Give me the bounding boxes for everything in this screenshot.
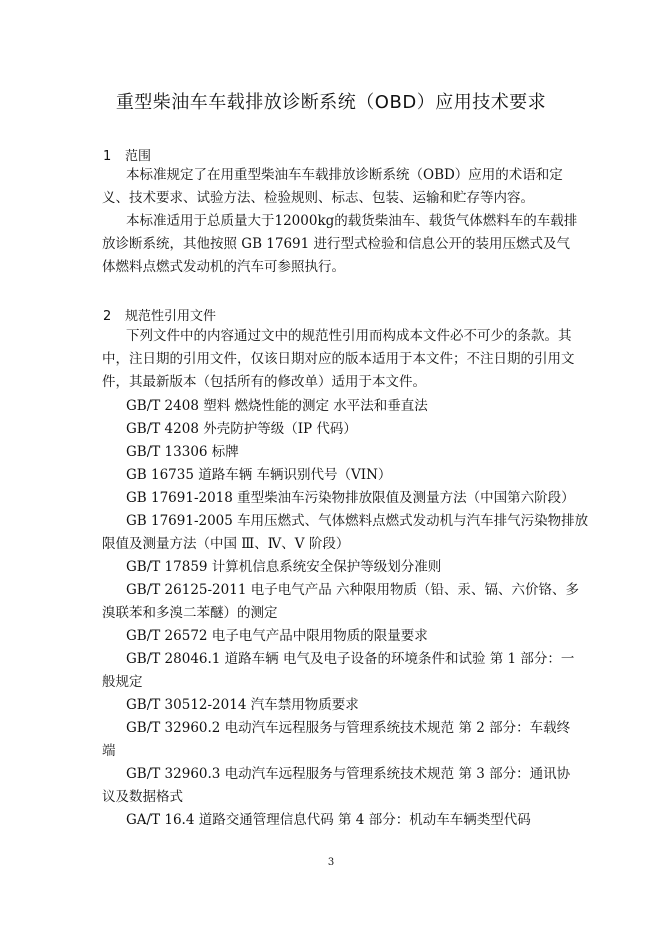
- paragraph-line: 义、技术要求、试验方法、检验规则、标志、包装、运输和贮存等内容。: [102, 190, 534, 206]
- section-number: 1: [103, 149, 112, 164]
- paragraph-line: 本标准适用于总质量大于12000kg的载货柴油车、载货气体燃料车的车载排: [126, 213, 578, 229]
- document-title: 重型柴油车车载排放诊断系统（OBD）应用技术要求: [115, 92, 547, 113]
- paragraph-line: 件，其最新版本（包括所有的修改单）适用于本文件。: [102, 374, 426, 390]
- reference-item: GA/T 16.4 道路交通管理信息代码 第 4 部分：机动车车辆类型代码: [126, 812, 531, 828]
- reference-item: GB/T 26572 电子电气产品中限用物质的限量要求: [126, 628, 428, 644]
- section-number: 2: [103, 309, 112, 324]
- reference-item: GB/T 26125-2011 电子电气产品 六种限用物质（铅、汞、镉、六价铬、多: [126, 582, 579, 598]
- paragraph-line: 放诊断系统，其他按照 GB 17691 进行型式检验和信息公开的装用压燃式及气: [102, 236, 571, 252]
- reference-item-continued: 限值及测量方法（中国 Ⅲ、Ⅳ、Ⅴ 阶段）: [102, 536, 350, 552]
- reference-item: GB/T 2408 塑料 燃烧性能的测定 水平法和垂直法: [126, 398, 428, 414]
- reference-item-continued: 般规定: [102, 674, 143, 690]
- paragraph-line: 中，注日期的引用文件，仅该日期对应的版本适用于本文件；不注日期的引用文: [102, 351, 575, 367]
- reference-item: GB/T 32960.2 电动汽车远程服务与管理系统技术规范 第 2 部分：车载终: [126, 720, 571, 736]
- reference-item-continued: 溴联苯和多溴二苯醚）的测定: [102, 605, 278, 621]
- reference-item: GB/T 13306 标牌: [126, 444, 239, 460]
- section-heading-normative-references: [103, 305, 216, 324]
- paragraph-line: 本标准规定了在用重型柴油车车载排放诊断系统（OBD）应用的术语和定: [126, 167, 563, 183]
- reference-item: GB/T 4208 外壳防护等级（IP 代码）: [126, 421, 357, 437]
- reference-item: GB/T 28046.1 道路车辆 电气及电子设备的环境条件和试验 第 1 部分：一: [126, 651, 575, 667]
- reference-item: GB 16735 道路车辆 车辆识别代号（VIN）: [126, 467, 392, 483]
- reference-item: GB 17691-2005 车用压燃式、气体燃料点燃式发动机与汽车排气污染物排放: [126, 513, 589, 529]
- section-title: 范围: [125, 149, 152, 164]
- reference-item: GB/T 17859 计算机信息系统安全保护等级划分准则: [126, 559, 442, 575]
- paragraph-line: 下列文件中的内容通过文中的规范性引用而构成本文件必不可少的条款。其: [126, 328, 572, 344]
- reference-item: GB/T 32960.3 电动汽车远程服务与管理系统技术规范 第 3 部分：通讯协: [126, 766, 571, 782]
- reference-item: GB 17691-2018 重型柴油车污染物排放限值及测量方法（中国第六阶段）: [126, 490, 575, 506]
- reference-item-continued: 议及数据格式: [102, 789, 183, 805]
- section-title: 规范性引用文件: [125, 309, 217, 324]
- reference-item: GB/T 30512-2014 汽车禁用物质要求: [126, 697, 359, 713]
- reference-item-continued: 端: [102, 743, 116, 759]
- paragraph-line: 体燃料点燃式发动机的汽车可参照执行。: [102, 259, 345, 275]
- page-number: 3: [327, 857, 335, 868]
- section-heading-scope: [103, 145, 151, 164]
